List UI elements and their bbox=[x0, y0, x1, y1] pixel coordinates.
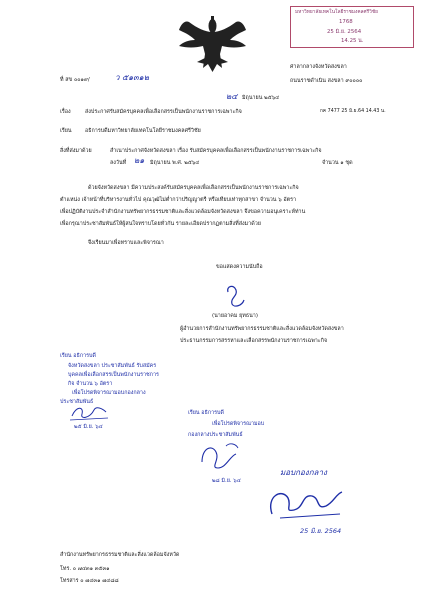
enclosure-count: จำนวน ๑ ชุด bbox=[322, 160, 353, 166]
body-line-4: เพื่อกรุณาประชาสัมพันธ์ให้ผู้สนใจทราบโดยทั่วกัน รายละเอียดปรากฏตามสิ่งที่ส่งมาด้วย bbox=[60, 221, 261, 227]
left-note-line-2: จังหวัดสงขลา ประชาสัมพันธ์ รับสมัคร bbox=[68, 363, 157, 369]
doc-number-prefix: ที่ สข ๐๐๑๙/ bbox=[60, 77, 90, 83]
receipt-note: กค 7477 25 มิ.ย.64 14.43 น. bbox=[320, 109, 386, 114]
footer-fax: โทรสาร ๐ ๗๔๓๑ ๗๔๘๘ bbox=[60, 578, 119, 584]
approval-date: 25 มิ.ย. 2564 bbox=[300, 527, 342, 535]
stamp-number: 1768 bbox=[339, 19, 353, 25]
left-note-date: ๒๕ มิ.ย. ๖๔ bbox=[74, 424, 103, 430]
stamp-org: มหาวิทยาลัยเทคโนโลยีราชมงคลศรีวิชัย bbox=[295, 10, 378, 15]
left-note-signature bbox=[68, 402, 112, 424]
date-day-handwritten: ๒๔ bbox=[226, 92, 238, 101]
enclosure-day-handwritten: ๒๑ bbox=[134, 156, 145, 165]
sender-address: ถนนราชดำเนิน สงขลา ๙๐๐๐๐ bbox=[290, 78, 363, 84]
closing-title-1: ผู้อำนวยการสำนักงานทรัพยากรธรรมชาติและสิ่งแวดล้อมจังหวัดสงขลา bbox=[180, 326, 344, 332]
right-note-date: ๒๘ มิ.ย. ๖๔ bbox=[212, 478, 241, 484]
enclosure-label: สิ่งที่ส่งมาด้วย bbox=[60, 148, 92, 154]
garuda-emblem bbox=[175, 14, 250, 79]
date-rest: มิถุนายน ๒๕๖๔ bbox=[242, 95, 280, 101]
right-note-line-3: กองกลางประชาสัมพันธ์ bbox=[188, 432, 243, 438]
subject-label: เรื่อง bbox=[60, 109, 71, 115]
closing-name: (นายอาคม ยุทธนา) bbox=[212, 313, 258, 319]
recipient-label: เรียน bbox=[60, 128, 72, 134]
left-note-line-6: ประชาสัมพันธ์ bbox=[60, 399, 94, 405]
doc-number-handwritten: ว ๕๑๓๑๒ bbox=[115, 73, 149, 82]
right-note-line-2: เพื่อโปรดพิจารณามอบ bbox=[212, 421, 265, 427]
left-note-line-5: เพื่อโปรดพิจารณามอบกองกลาง bbox=[72, 390, 146, 396]
closing-regards: ขอแสดงความนับถือ bbox=[216, 264, 263, 270]
receive-stamp bbox=[290, 6, 414, 48]
director-signature bbox=[224, 282, 250, 310]
body-line-2: ตำแหน่ง เจ้าหน้าที่บริหารงานทั่วไป คุณวุฒิไม่ต่ำกว่าปริญญาตรี หรือเทียบเท่าทุกสาขา จำนวน ๖ อัตรา bbox=[60, 197, 296, 203]
enclosure-line2-post: มิถุนายน พ.ศ. ๒๕๖๔ bbox=[150, 160, 200, 166]
sender-name: ศาลากลางจังหวัดสงขลา bbox=[290, 64, 347, 70]
body-closing-line: จึงเรียนมาเพื่อทราบและพิจารณา bbox=[88, 240, 164, 246]
enclosure-line2-pre: ลงวันที่ bbox=[110, 160, 127, 166]
footer-office: สำนักงานทรัพยากรธรรมชาติและสิ่งแวดล้อมจังหวัด bbox=[60, 552, 180, 558]
closing-title-2: ประธานกรรมการสรรหาและเลือกสรรพนักงานราชการเฉพาะกิจ bbox=[180, 338, 328, 344]
right-note-signature bbox=[196, 438, 244, 474]
recipient-text: อธิการบดีมหาวิทยาลัยเทคโนโลยีราชมงคลศรีวิชัย bbox=[85, 128, 201, 134]
body-line-1: ด้วยจังหวัดสงขลา มีความประสงค์รับสมัครบุคคลเพื่อเลือกสรรเป็นพนักงานราชการเฉพาะกิจ bbox=[88, 185, 299, 191]
left-note-line-1: เรียน อธิการบดี bbox=[60, 353, 96, 359]
subject-text: ส่งประกาศรับสมัครบุคคลเพื่อเลือกสรรเป็นพนักงานราชการเฉพาะกิจ bbox=[85, 109, 242, 115]
footer-tel: โทร. ๐ ๗๔๓๑ ๓๕๓๑ bbox=[60, 566, 110, 572]
approval-signature bbox=[262, 484, 350, 522]
enclosure-line1: สำเนาประกาศจังหวัดสงขลา เรื่อง รับสมัครบุคคลเพื่อเลือกสรรเป็นพนักงานราชการเฉพาะกิจ bbox=[110, 148, 322, 154]
stamp-date: 25 มิ.ย. 2564 bbox=[327, 29, 362, 35]
body-line-3: เพื่อปฏิบัติงานประจำสำนักงานทรัพยากรธรรมชาติและสิ่งแวดล้อมจังหวัดสงขลา จึงขอความอนุเคราะห์ท่าน bbox=[60, 209, 306, 215]
right-note-line-1: เรียน อธิการบดี bbox=[188, 410, 224, 416]
left-note-line-4: กิจ จำนวน ๖ อัตรา bbox=[68, 381, 113, 387]
left-note-line-3: บุคคลเพื่อเลือกสรรเป็นพนักงานราชการ bbox=[68, 372, 159, 378]
stamp-time: 14.25 น. bbox=[341, 38, 364, 44]
approval-text: มอบกองกลาง bbox=[280, 468, 327, 477]
